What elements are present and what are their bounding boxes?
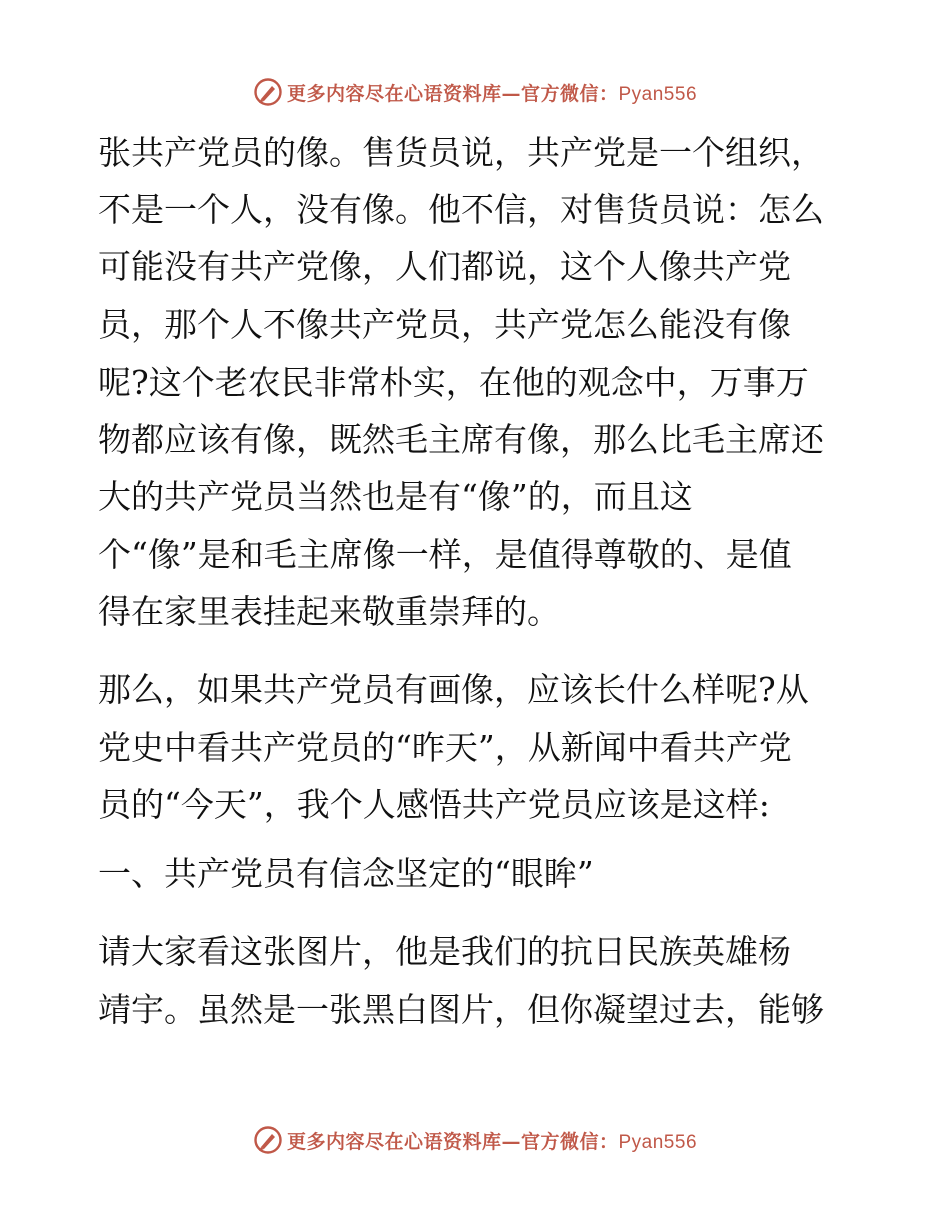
text-line: 物都应该有像，既然毛主席有像，那么比毛主席还 <box>98 420 824 459</box>
text-line: 可能没有共产党像，人们都说，这个人像共产党 <box>98 247 791 286</box>
text-line: 员的“今天”，我个人感悟共产党员应该是这样: <box>98 785 770 824</box>
text-line: 呢?这个老农民非常朴实，在他的观念中，万事万 <box>98 363 809 402</box>
section-heading: 一、共产党员有信念坚定的“眼眸” <box>98 854 594 893</box>
footer-banner <box>0 1120 950 1160</box>
text-line: 个“像”是和毛主席像一样，是值得尊敬的、是值 <box>98 535 792 574</box>
text-line: 请大家看这张图片，他是我们的抗日民族英雄杨 <box>98 932 791 971</box>
text-line: 党史中看共产党员的“昨天”，从新闻中看共产党 <box>98 728 792 767</box>
footer-banner-text: 更多内容尽在心语资料库—官方微信：Pyan556 <box>286 1130 698 1153</box>
pen-circle-logo-icon <box>253 1125 283 1155</box>
header-banner-text: 更多内容尽在心语资料库—官方微信：Pyan556 <box>286 82 698 105</box>
text-line: 大的共产党员当然也是有“像”的，而且这 <box>98 477 693 516</box>
text-line: 靖宇。虽然是一张黑白图片，但你凝望过去，能够 <box>98 990 824 1029</box>
text-line: 不是一个人，没有像。他不信，对售货员说：怎么 <box>98 190 824 229</box>
header-banner <box>0 72 950 112</box>
text-line: 得在家里表挂起来敬重崇拜的。 <box>98 592 560 631</box>
text-line: 那么，如果共产党员有画像，应该长什么样呢?从 <box>98 670 809 709</box>
pen-circle-logo-icon <box>253 77 283 107</box>
text-line: 张共产党员的像。售货员说，共产党是一个组织， <box>98 133 824 172</box>
text-line: 员，那个人不像共产党员，共产党怎么能没有像 <box>98 305 791 344</box>
